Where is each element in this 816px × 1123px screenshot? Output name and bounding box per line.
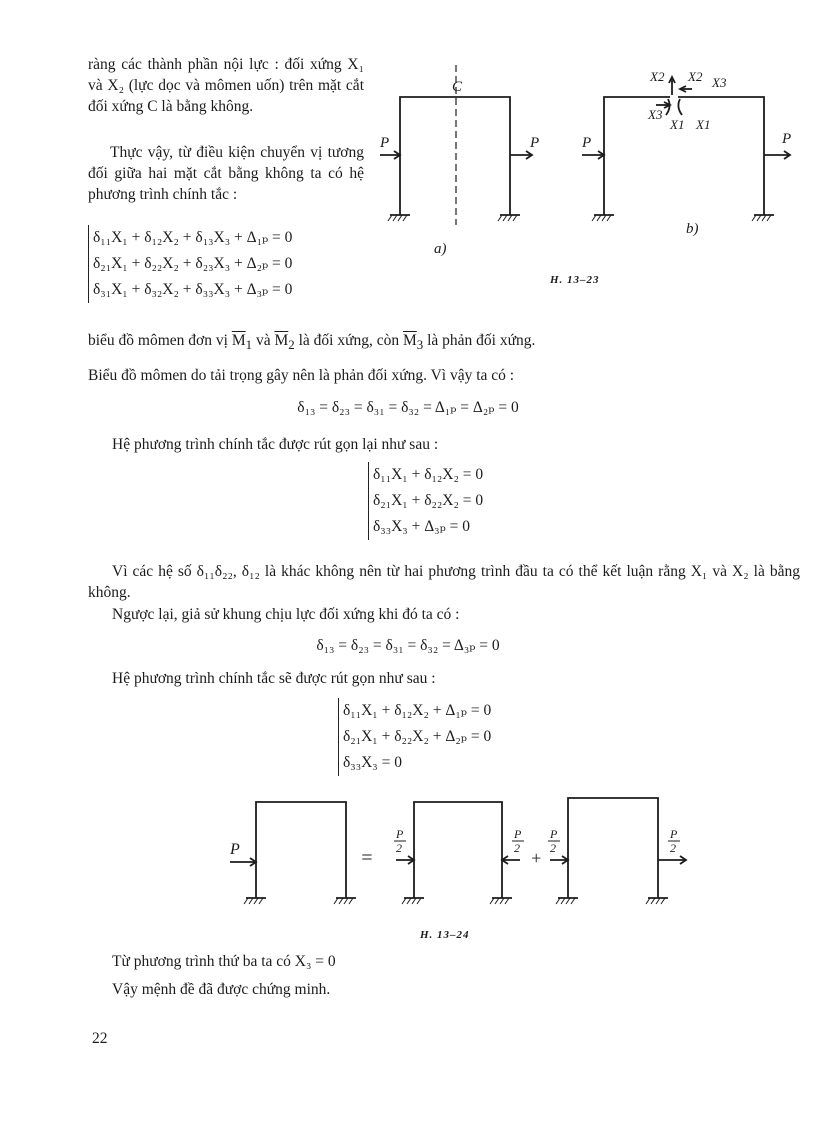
equation-line: δ₃₃X₃ = 0 [343,754,402,771]
label-p-half: P [514,827,522,841]
label-p: P [582,135,592,151]
equals-sign: = [360,847,374,869]
label-p-half: P [670,827,678,841]
intro-text: ràng các thành phần nội lực : đối xứng X₁ và X₂ (lực dọc và mômen uốn) trên mặt cắt đối xứng C là bằng không. [88,56,364,115]
m3-sub: 3 [416,337,424,353]
reduced-sentence-2: Hệ phương trình chính tắc sẽ được rút gọn như sau : [112,670,436,687]
label-x1: X1 [670,117,685,132]
figure-h13-23 [370,55,810,290]
m1-sub: 1 [245,337,253,353]
intro-paragraph [88,54,364,117]
third-equation-sentence: Từ phương trình thứ ba ta có X₃ = 0 [112,953,336,970]
label-p: P [380,135,390,151]
text-part: biểu đồ mômen đơn vị [88,332,228,349]
zero-equation-2: δ₁₃ = δ₂₃ = δ₃₁ = δ₃₂ = Δ₃ₚ = 0 [316,637,500,654]
figure-h13-24 [220,790,700,945]
frame-a [400,97,510,215]
label-x2: X2 [688,69,703,84]
proved-sentence: Vậy mệnh đề đã được chứng minh. [112,981,331,998]
reduced-sentence-1: Hệ phương trình chính tắc được rút gọn lại như sau : [112,436,439,453]
plus-sign: + [530,848,543,868]
label-c: C [452,79,463,95]
label-p-half-den: 2 [396,841,402,855]
figure-caption: H. 13–23 [550,274,600,286]
load-sentence: Biểu đồ mômen do tải trọng gây nên là phản đối xứng. Vì vậy ta có : [88,367,515,384]
equation-line: δ₁₁X₁ + δ₁₂X₂ = 0 [373,466,484,483]
label-p-half-den: 2 [670,841,676,855]
m2-sub: 2 [288,337,295,353]
label-p: P [530,135,540,151]
label-x1: X1 [696,117,711,132]
equation-line: δ₂₁X₁ + δ₂₂X₂ + Δ₂ₚ = 0 [343,728,492,745]
zero-equation-1: δ₁₃ = δ₂₃ = δ₃₁ = δ₃₂ = Δ₁ₚ = Δ₂ₚ = 0 [297,399,519,416]
label-p-half-den: 2 [514,841,520,855]
intro-text-2: Thực vậy, từ điều kiện chuyển vị tương đối giữa hai mặt cắt bằng không ta có hệ phương trình chính tắc : [88,144,364,203]
equation-line: δ₂₁X₁ + δ₂₂X₂ + δ₂₃X₃ + Δ₂ₚ = 0 [93,255,293,272]
label-x3: X3 [648,107,663,122]
label-p-half-den: 2 [550,841,556,855]
moment-sentence [88,332,535,353]
equation-system-2 [368,462,483,540]
label-a: a) [434,241,447,257]
frame-b-right [678,97,764,215]
m3-symbol: $\overline{M}$ [402,332,417,349]
text-part: là đối xứng, còn [298,332,400,349]
text-part: và [255,332,271,349]
m1-symbol: $\overline{M}$ [231,332,246,349]
figure-caption: H. 13–24 [420,929,470,941]
label-p-half: P [396,827,404,841]
equation-system-3 [338,698,491,776]
equation-line: δ₁₁X₁ + δ₁₂X₂ + Δ₁ₚ = 0 [343,702,492,719]
label-p-half: P [550,827,558,841]
coefficient-paragraph: Vì các hệ số δ₁₁δ₂₂, δ₁₂ là khác không nên từ hai phương trình đầu ta có thể kết luận rằng X₁ và X₂ là bằng không. [88,563,800,601]
label-b: b) [686,221,699,237]
equation-line: δ₃₃X₃ + Δ₃ₚ = 0 [373,518,471,535]
text-part: là phản đối xứng. [427,332,536,349]
equation-line: δ₃₁X₁ + δ₃₂X₂ + δ₃₃X₃ + Δ₃ₚ = 0 [93,281,293,298]
equation-system-1 [88,225,292,303]
label-x3: X3 [712,75,727,90]
intro-paragraph-2 [88,142,364,205]
equation-line: δ₂₁X₁ + δ₂₂X₂ = 0 [373,492,484,509]
label-p: P [230,841,240,858]
symmetric-load-sentence: Ngược lại, giả sử khung chịu lực đối xứng khi đó ta có : [112,606,460,623]
m2-symbol: $\overline{M}$ [274,332,289,349]
label-x2: X2 [650,69,665,84]
equation-line: δ₁₁X₁ + δ₁₂X₂ + δ₁₃X₃ + Δ₁ₚ = 0 [93,229,293,246]
page-number: 22 [92,1030,108,1047]
label-p: P [782,131,792,147]
